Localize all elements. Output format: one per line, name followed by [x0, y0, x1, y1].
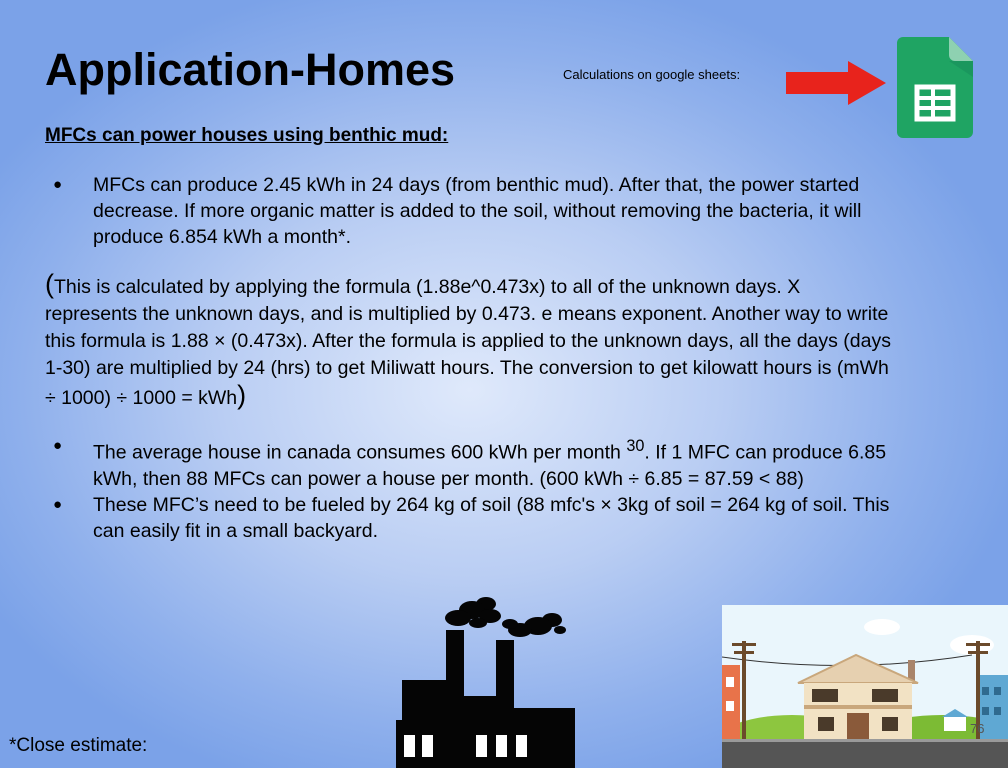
open-paren: (	[45, 269, 54, 299]
google-sheets-icon[interactable]	[897, 37, 973, 138]
section-subtitle: MFCs can power houses using benthic mud:	[45, 125, 449, 146]
footnote: *Close estimate:	[9, 735, 148, 756]
formula-explanation	[45, 271, 895, 412]
formula-text: This is calculated by applying the formula (1.88e^0.473x) to all of the unknown days. X represents the unknown days, and is multiplied by 0.473. e means exponent. Another way to write this formula is 1.88 × (0.473x). After the formula is applied to the unknown days, all the days (days 1-30) are multiplied by 24 (hrs) to get Miliwatt hours. The conversion to get kilowatt hours is (mWh ÷ 1000) ÷ 1000 = kWh	[45, 276, 891, 409]
page-number: 76	[970, 721, 985, 736]
bullet-mfc-production: ● MFCs can produce 2.45 kWh in 24 days (from benthic mud). After that, the power started decrease. If more organic matter is added to the soil, without removing the bacteria, it will produce 6.854 kWh a month*.	[45, 172, 895, 250]
bullet-house-consumption	[45, 433, 895, 492]
house-illustration	[722, 605, 1008, 768]
slide-title: Application-Homes	[45, 44, 456, 95]
bullet-soil-fuel: ● These MFC’s need to be fueled by 264 kg of soil (88 mfc's × 3kg of soil = 264 kg of soil. This can easily fit in a small backyard.	[45, 492, 895, 544]
close-paren: )	[237, 380, 247, 410]
citation-superscript: 30	[626, 437, 645, 455]
bullet-list-bottom	[45, 433, 895, 544]
bullet-list-top	[45, 172, 895, 250]
calculations-label: Calculations on google sheets:	[563, 67, 741, 82]
house-consumption-text: The average house in canada consumes 600 kWh per month	[93, 441, 627, 464]
red-right-arrow-icon	[786, 61, 886, 105]
factory-icon	[390, 590, 575, 768]
house-consumption-text-cont: . If 1 MFC can produce 6.85 kWh, then 88 MFCs can power a house per month. (600 kWh ÷ 6.85 = 87.59 < 88)	[93, 441, 887, 490]
